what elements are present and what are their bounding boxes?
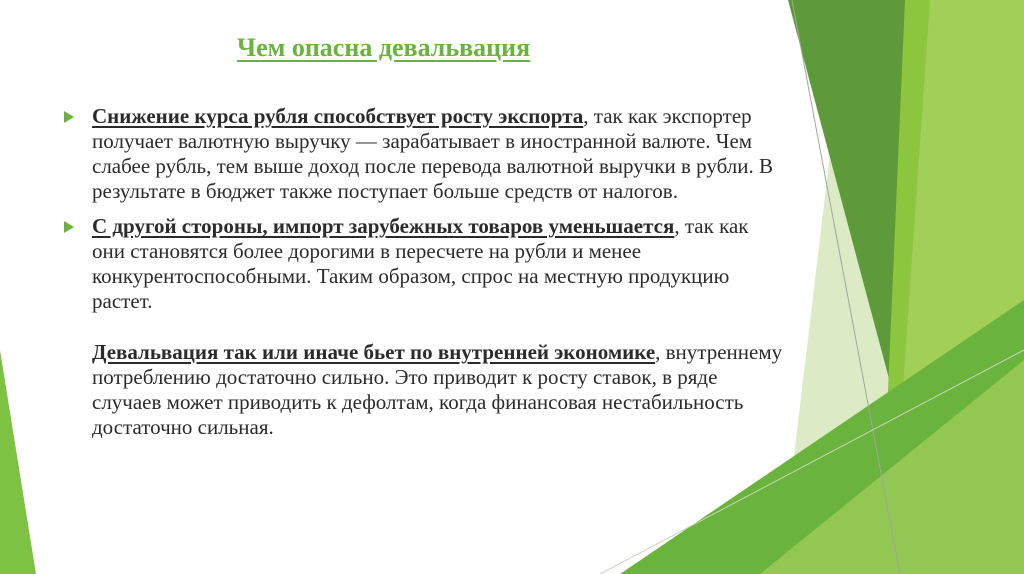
slide-body	[64, 104, 784, 450]
import-emphasis: С другой стороны, импорт зарубежных товаров уменьшается	[92, 214, 675, 238]
import-text: , так как они становятся более дорогими в пересчете на рубли и менее конкурентоспособными. Таким образом, спрос на местную продукцию растет.	[92, 214, 749, 313]
triangle-bullet-icon	[64, 221, 74, 233]
bullet-paragraph-import	[64, 214, 784, 314]
left-green-wedge	[0, 350, 36, 574]
export-text: , так как экспортер получает валютную выручку — зарабатывает в иностранной валюте. Чем слабее рубль, тем выше доход после перевода валютной выручки в рубли. В результате в бюджет также поступает больше средств от налогов.	[92, 104, 773, 203]
devaluation-emphasis: Девальвация так или иначе бьет по внутренней экономике	[92, 340, 656, 364]
triangle-bullet-icon	[64, 111, 74, 123]
slide-title: Чем опасна девальвация	[237, 33, 531, 62]
devaluation-text: , внутреннему потреблению достаточно сильно. Это приводит к росту ставок, в ряде случаев может приводить к дефолтам, когда финансовая нестабильность достаточно сильная.	[92, 340, 783, 439]
paragraph-devaluation	[64, 340, 784, 440]
export-emphasis: Снижение курса рубля способствует росту экспорта	[92, 104, 584, 128]
bullet-paragraph-export	[64, 104, 784, 204]
